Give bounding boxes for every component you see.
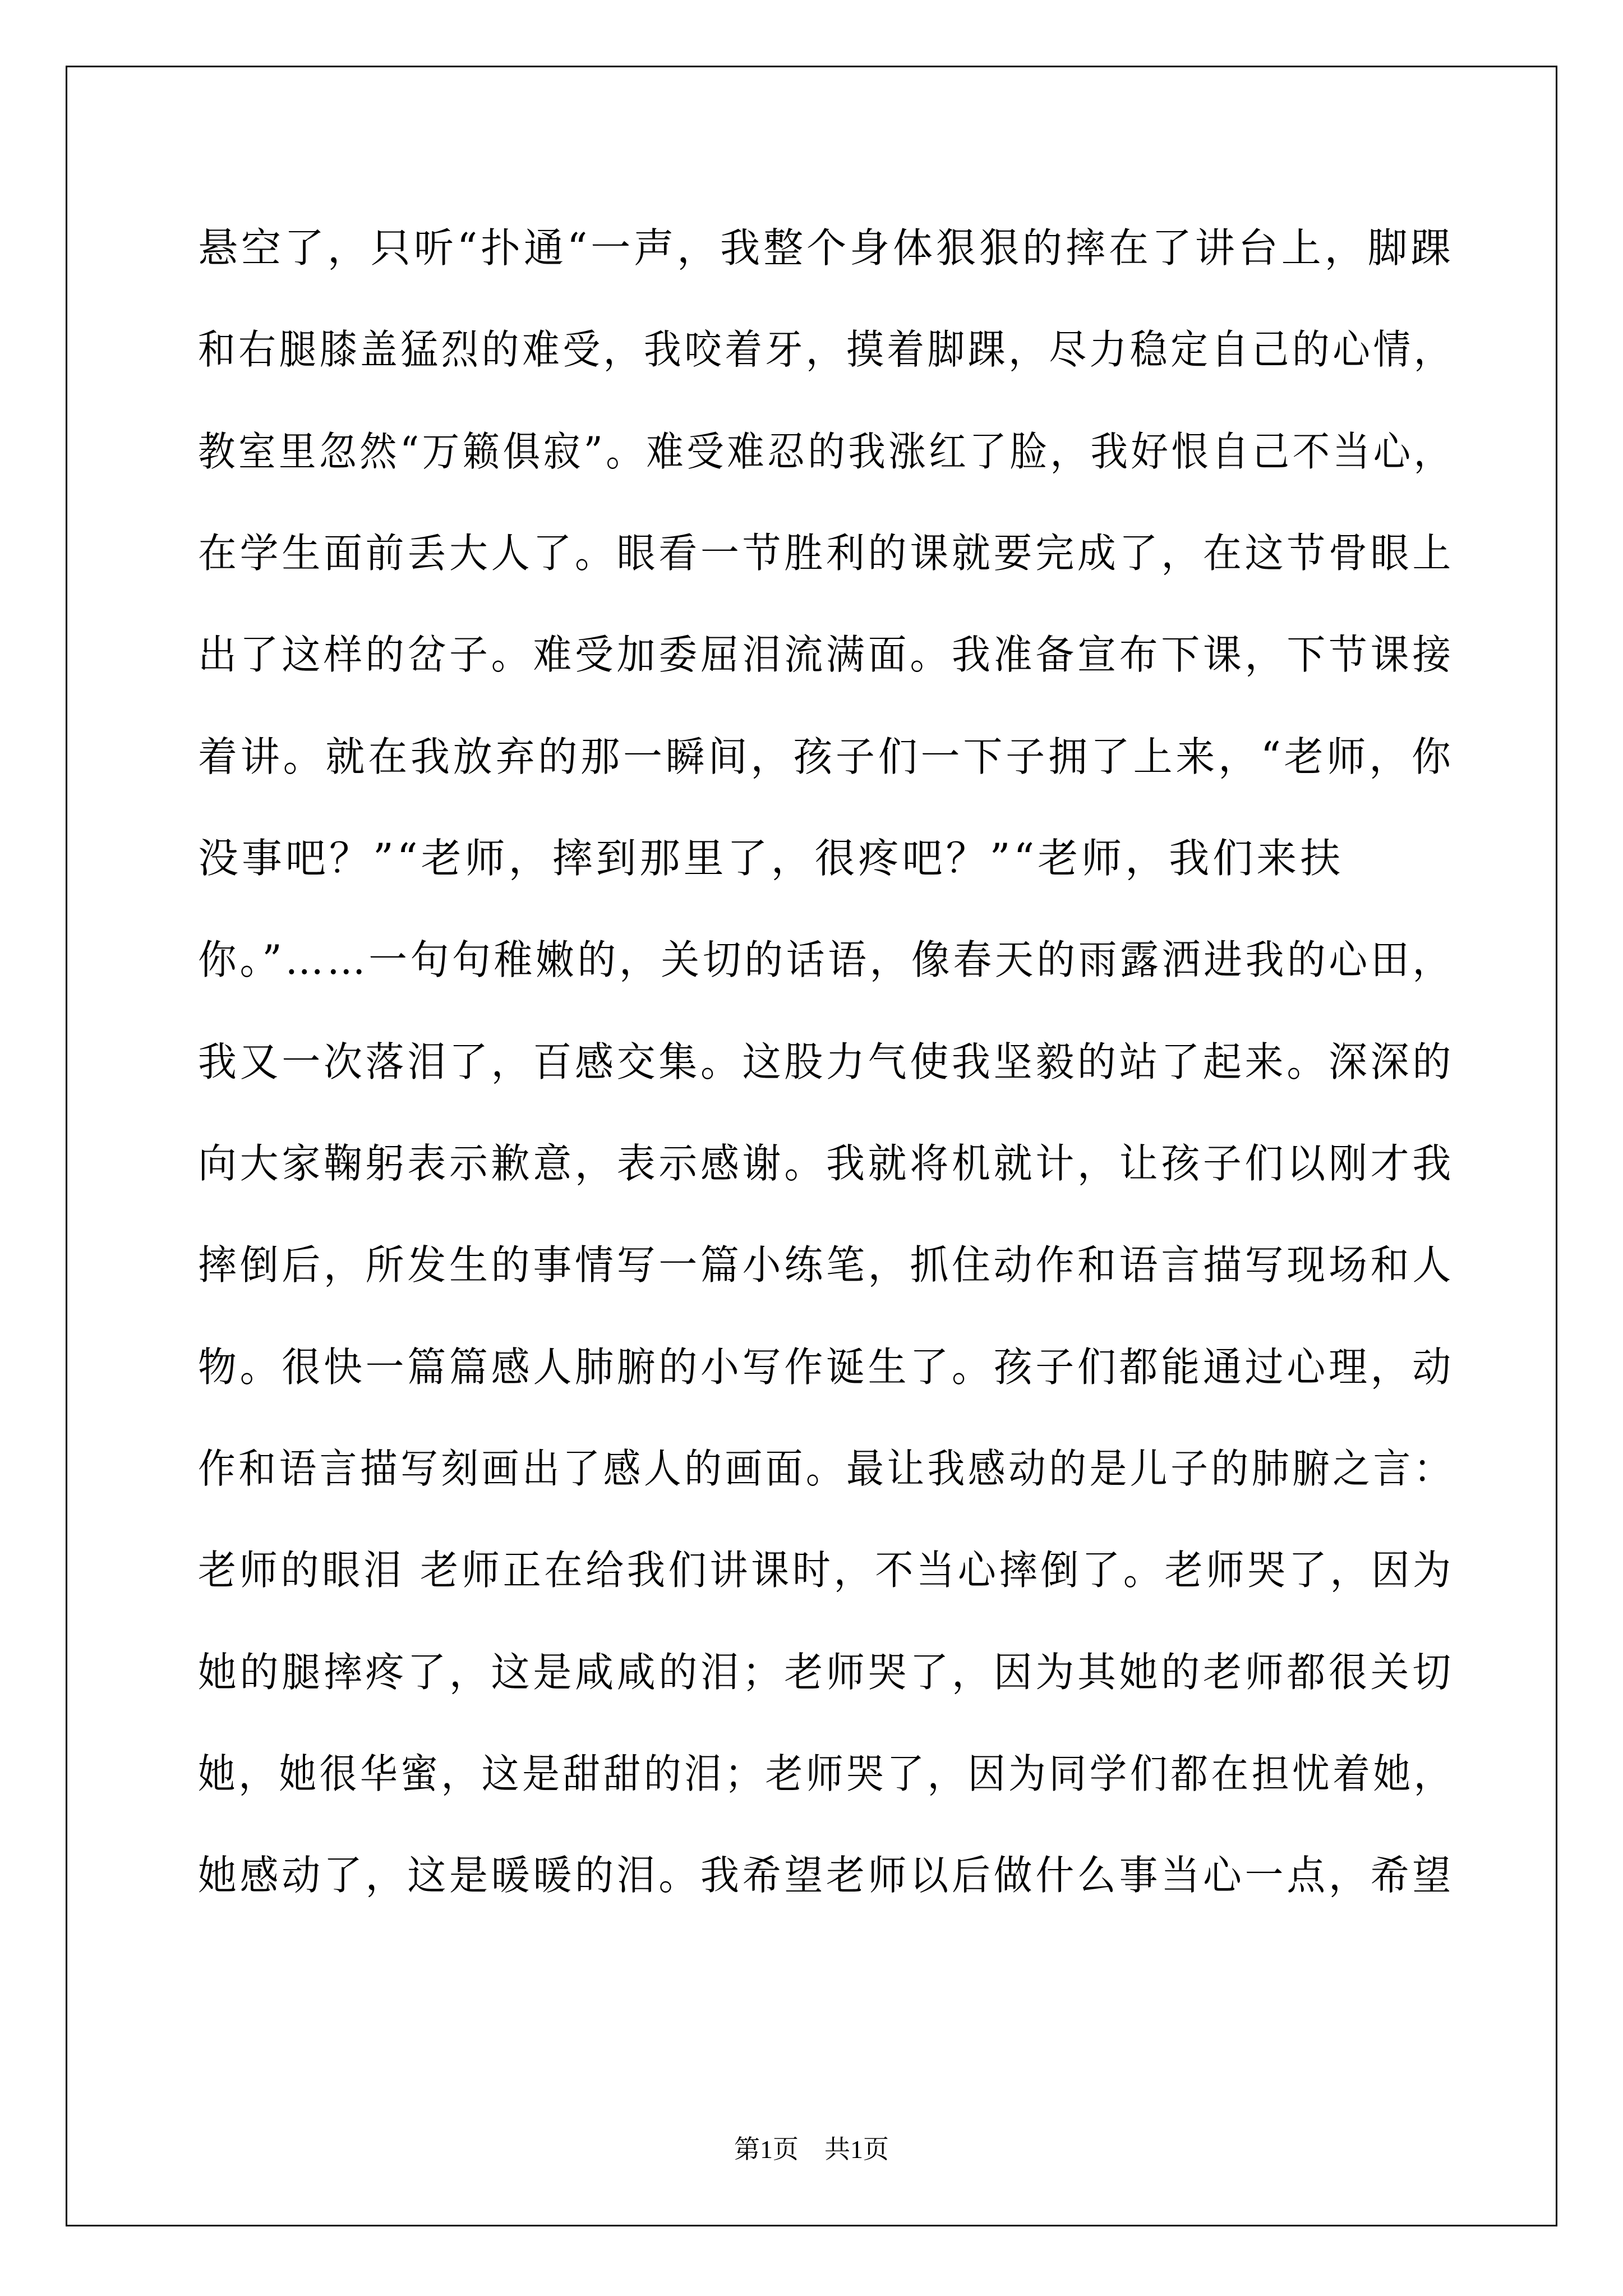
text-line: 她感动了，这是暖暖的泪。我希望老师以后做什么事当心一点，希望	[198, 1852, 1455, 1899]
text-line: 我又一次落泪了，百感交集。这股力气使我坚毅的站了起来。深深的	[198, 1038, 1455, 1085]
text-line: 摔倒后，所发生的事情写一篇小练笔，抓住动作和语言描写现场和人	[198, 1241, 1455, 1289]
text-line: 老师的眼泪 老师正在给我们讲课时，不当心摔倒了。老师哭了，因为	[198, 1547, 1454, 1594]
text-line: 向大家鞠躬表示歉意，表示感谢。我就将机就计，让孩子们以刚才我	[198, 1140, 1455, 1187]
text-line: 在学生面前丢大人了。眼看一节胜利的课就要完成了，在这节骨眼上	[198, 530, 1455, 577]
text-line: 物。很快一篇篇感人肺腑的小写作诞生了。孩子们都能通过心理，动	[198, 1343, 1455, 1391]
text-line: 悬空了，只听“扑通“一声，我整个身体狠狠的摔在了讲台上，脚踝	[198, 224, 1454, 272]
text-line: 你。”……一句句稚嫩的，关切的话语，像春天的雨露洒进我的心田，	[198, 936, 1454, 983]
text-line: 着讲。就在我放弃的那一瞬间，孩子们一下子拥了上来，“老师，你	[198, 733, 1454, 780]
text-line: 出了这样的岔子。难受加委屈泪流满面。我准备宣布下课，下节课接	[198, 631, 1455, 678]
text-line: 教室里忽然“万籁俱寂”。难受难忍的我涨红了脸，我好恨自己不当心，	[198, 428, 1454, 475]
text-line: 她，她很华蜜，这是甜甜的泪；老师哭了，因为同学们都在担忧着她，	[198, 1750, 1455, 1797]
text-line: 和右腿膝盖猛烈的难受，我咬着牙，摸着脚踝，尽力稳定自己的心情，	[198, 326, 1455, 373]
page-footer	[0, 2129, 1623, 2166]
text-line: 作和语言描写刻画出了感人的画面。最让我感动的是儿子的肺腑之言：	[198, 1445, 1455, 1492]
page-number: 第1页	[734, 2135, 799, 2164]
text-line: 没事吧？”“老师，摔到那里了，很疼吧？”“老师，我们来扶	[198, 835, 1344, 882]
page-total: 共1页	[824, 2135, 889, 2164]
footer-gap	[799, 2135, 824, 2164]
text-line: 她的腿摔疼了，这是咸咸的泪；老师哭了，因为其她的老师都很关切	[198, 1649, 1455, 1696]
